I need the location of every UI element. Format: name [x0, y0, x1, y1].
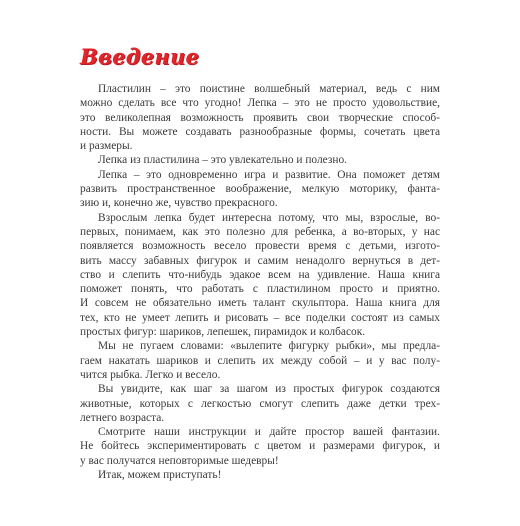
text-line: Вы увидите, как шаг за шагом из простых фигурок создаются [98, 383, 440, 396]
text-line: поможет понять, что работать с пластилином просто и приятно. [80, 283, 440, 296]
text-line: Взрослым лепка будет интересна потому, что мы, взрослые, во- [98, 211, 440, 224]
body-text [80, 82, 440, 482]
text-line: Лепка – это одновременно игра и развитие. Она поможет детям [98, 168, 440, 181]
paragraph [80, 339, 440, 382]
text-line: Итак, можем приступать! [98, 469, 222, 482]
text-line: И совсем не обязательно иметь талант скульптора. Наша книга для [80, 297, 440, 310]
text-line: первых, понимаем, как это полезно для ребенка, а во-вторых, у нас [80, 225, 440, 238]
text-line: вить массу забавных фигурок и самим ненадолго вернуться в дет- [80, 254, 440, 267]
paragraph [80, 425, 440, 468]
text-line: зию и, конечно же, чувство прекрасного. [80, 197, 278, 210]
page-title: Введение [80, 44, 200, 69]
paragraph [80, 382, 440, 425]
text-line: чится рыбка. Легко и весело. [80, 368, 221, 381]
paragraph [80, 468, 440, 482]
text-line: развить пространственное воображение, мелкую моторику, фанта- [80, 183, 440, 196]
text-line: у вас получатся неповторимые шедевры! [80, 454, 279, 467]
paragraph [80, 153, 440, 167]
text-line: появляется возможность весело провести время с детьми, изгото- [80, 240, 440, 253]
text-line: можно сделать все что угодно! Лепка – это не просто удовольствие, [80, 97, 440, 110]
text-line: животные, которых с легкостью смогут слепить даже детки трех- [80, 397, 440, 410]
text-line: Смотрите наши инструкции и дайте простор вашей фантазии. [98, 426, 440, 439]
text-line: простых фигур: шариков, лепешек, пирамидок и колбасок. [80, 326, 366, 339]
text-line: Лепка из пластилина – это увлекательно и полезно. [98, 154, 347, 167]
paragraph [80, 211, 440, 340]
text-line: гаем накатать шариков и слепить их между собой – и у вас полу- [80, 354, 440, 367]
paragraph [80, 168, 440, 211]
text-line: Не бойтесь экспериментировать с цветом и размерами фигурок, и [80, 440, 440, 453]
paragraph [80, 82, 440, 153]
text-line: Мы не пугаем словами: «вылепите фигурку рыбки», мы предла- [98, 340, 440, 353]
text-line: летнего возраста. [80, 411, 165, 424]
text-line: Пластилин – это поистине волшебный материал, ведь с ним [98, 83, 440, 95]
text-line: это великолепная возможность проявить свои творческие способ- [80, 111, 440, 124]
text-line: ство и слепить что-нибудь эдакое всем на удивление. Наша книга [80, 268, 440, 281]
text-line: тех, кто не умеет лепить и рисовать – все поделки состоят из самых [80, 311, 440, 324]
text-line: и размеры. [80, 140, 133, 153]
text-line: ности. Вы можете создавать разнообразные формы, сочетать цвета [80, 125, 440, 138]
